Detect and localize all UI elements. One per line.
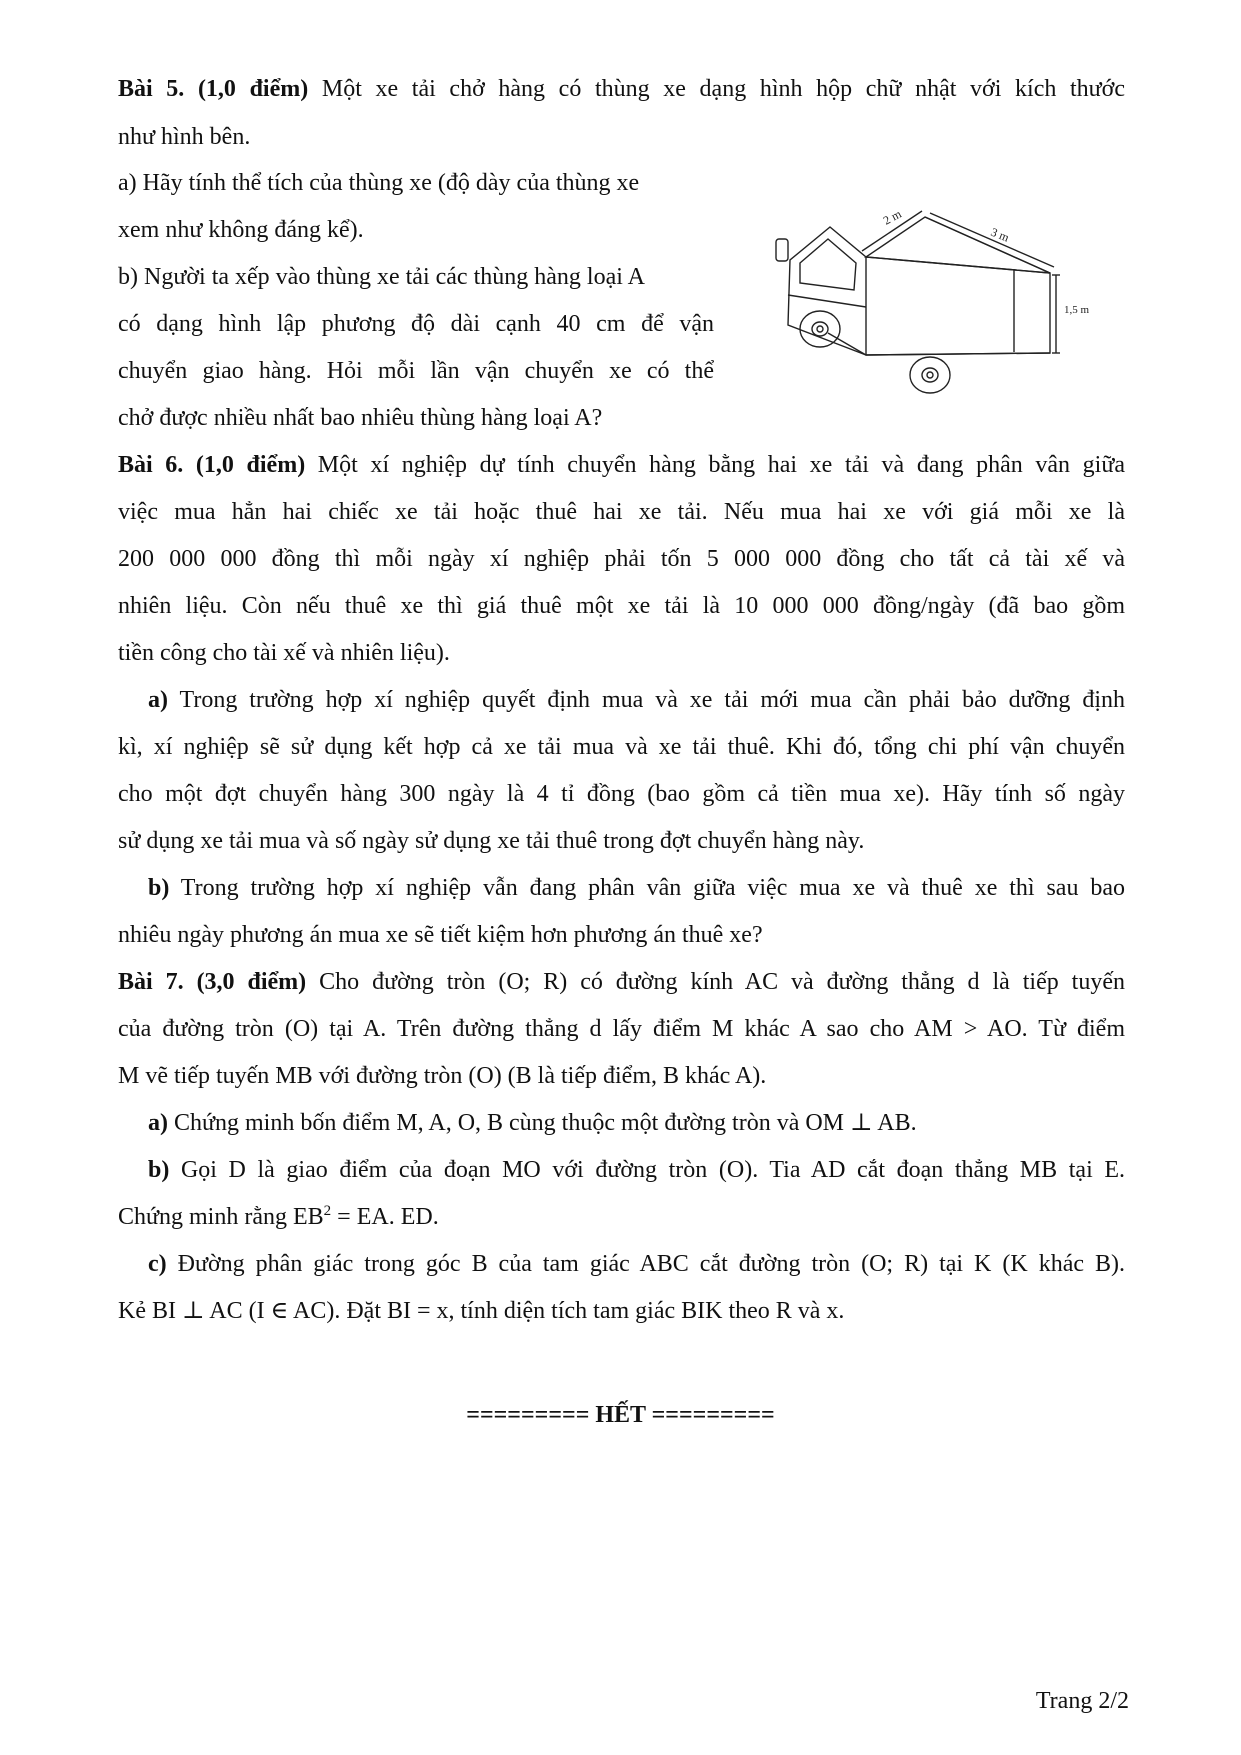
bai6-b-line-2: nhiêu ngày phương án mua xe sẽ tiết kiệm hơn phương án thuê xe? <box>118 922 763 948</box>
bai6-line-2: việc mua hẳn hai chiếc xe tải hoặc thuê hai xe tải. Nếu mua hai xe với giá mỗi xe là <box>118 499 1125 525</box>
bai7-c-line-1: c) Đường phân giác trong góc B của tam giác ABC cắt đường tròn (O; R) tại K (K khác B). <box>148 1251 1125 1277</box>
bai6-b-line-1: b) Trong trường hợp xí nghiệp vẫn đang phân vân giữa việc mua xe và thuê xe thì sau bao <box>148 875 1125 901</box>
bai5-line-1: Bài 5. (1,0 điểm) Một xe tải chở hàng có thùng xe dạng hình hộp chữ nhật với kích thước <box>118 76 1125 102</box>
bai5-heading: Bài 5. (1,0 điểm) <box>118 76 309 102</box>
cab-window <box>800 239 856 290</box>
label-width: 2 m <box>880 206 904 228</box>
bai6-heading: Bài 6. (1,0 điểm) <box>118 452 306 478</box>
bai5-b-line-3: chuyển giao hàng. Hỏi mỗi lần vận chuyển xe có thể <box>118 358 714 384</box>
bai5-a-line-1: a) Hãy tính thể tích của thùng xe (độ dày của thùng xe <box>118 170 640 196</box>
box-front-face <box>866 257 1050 355</box>
page-number: Trang 2/2 <box>1035 1688 1129 1714</box>
bai5-b-line-4: chở được nhiều nhất bao nhiêu thùng hàng loại A? <box>118 405 603 431</box>
truck-figure <box>770 205 1100 415</box>
bai7-b-line-2: Chứng minh rằng $EB^2$ = EA. ED. <box>118 1203 439 1230</box>
bai7-c-line-2: Kẻ BI ⊥ AC (I ∈ AC). Đặt BI = x, tính diện tích tam giác BIK theo R và x. <box>118 1298 845 1324</box>
bai5-a-line-2: xem như không đáng kể). <box>118 217 364 243</box>
bai6-a-line-3: cho một đợt chuyển hàng 300 ngày là 4 tỉ đồng (bao gồm cả tiền mua xe). Hãy tính số ngày <box>118 781 1125 807</box>
cab-outline <box>788 227 866 355</box>
label-height: 1,5 m <box>1064 304 1090 316</box>
side-mirror-icon <box>776 239 788 261</box>
bai6-line-3: 200 000 000 đồng thì mỗi ngày xí nghiệp phải tốn 5 000 000 đồng cho tất cả tài xế và <box>118 546 1125 572</box>
bai5-b-line-2: có dạng hình lập phương độ dài cạnh 40 cm để vận <box>118 311 714 337</box>
bai7-a-line-1: a) Chứng minh bốn điểm M, A, O, B cùng thuộc một đường tròn và OM ⊥ AB. <box>148 1110 917 1136</box>
bai6-a-line-1: a) Trong trường hợp xí nghiệp quyết định mua và xe tải mới mua cần phải bảo dưỡng định <box>148 687 1125 713</box>
rear-wheel-icon <box>910 357 950 393</box>
bai7-line-3: M vẽ tiếp tuyến MB với đường tròn (O) (B là tiếp điểm, B khác A). <box>118 1063 767 1089</box>
bai7-b-line-1: b) Gọi D là giao điểm của đoạn MO với đường tròn (O). Tia AD cắt đoạn thẳng MB tại E. <box>148 1157 1125 1183</box>
bai6-line-1: Bài 6. (1,0 điểm) Một xí nghiệp dự tính chuyển hàng bằng hai xe tải và đang phân vân giữa <box>118 452 1125 478</box>
box-top-edge <box>925 217 1050 273</box>
bai6-a-line-2: kì, xí nghiệp sẽ sử dụng kết hợp cả xe tải mua và xe tải thuê. Khi đó, tổng chi phí vận chuyển <box>118 734 1125 760</box>
bai6-line-4: nhiên liệu. Còn nếu thuê xe thì giá thuê một xe tải là 10 000 000 đồng/ngày (đã bao gồm <box>118 593 1125 619</box>
cab-bumper-line <box>788 295 866 307</box>
front-wheel-icon <box>800 311 840 347</box>
bai5-b-line-1: b) Người ta xếp vào thùng xe tải các thùng hàng loại A <box>118 264 645 290</box>
bai6-line-5: tiền công cho tài xế và nhiên liệu). <box>118 640 450 666</box>
bai5-line-2: như hình bên. <box>118 124 251 150</box>
dim-line-length <box>930 213 1054 267</box>
end-marker: ========= HẾT ========= <box>466 1402 775 1428</box>
bai7-line-2: của đường tròn (O) tại A. Trên đường thẳng d lấy điểm M khác A sao cho AM > AO. Từ điểm <box>118 1016 1125 1042</box>
label-length: 3 m <box>988 224 1012 245</box>
bai7-heading: Bài 7. (3,0 điểm) <box>118 969 307 995</box>
bai7-line-1: Bài 7. (3,0 điểm) Cho đường tròn (O; R) có đường kính AC và đường thẳng d là tiếp tuyến <box>118 969 1125 995</box>
bai6-a-line-4: sử dụng xe tải mua và số ngày sử dụng xe tải thuê trong đợt chuyển hàng này. <box>118 828 865 854</box>
